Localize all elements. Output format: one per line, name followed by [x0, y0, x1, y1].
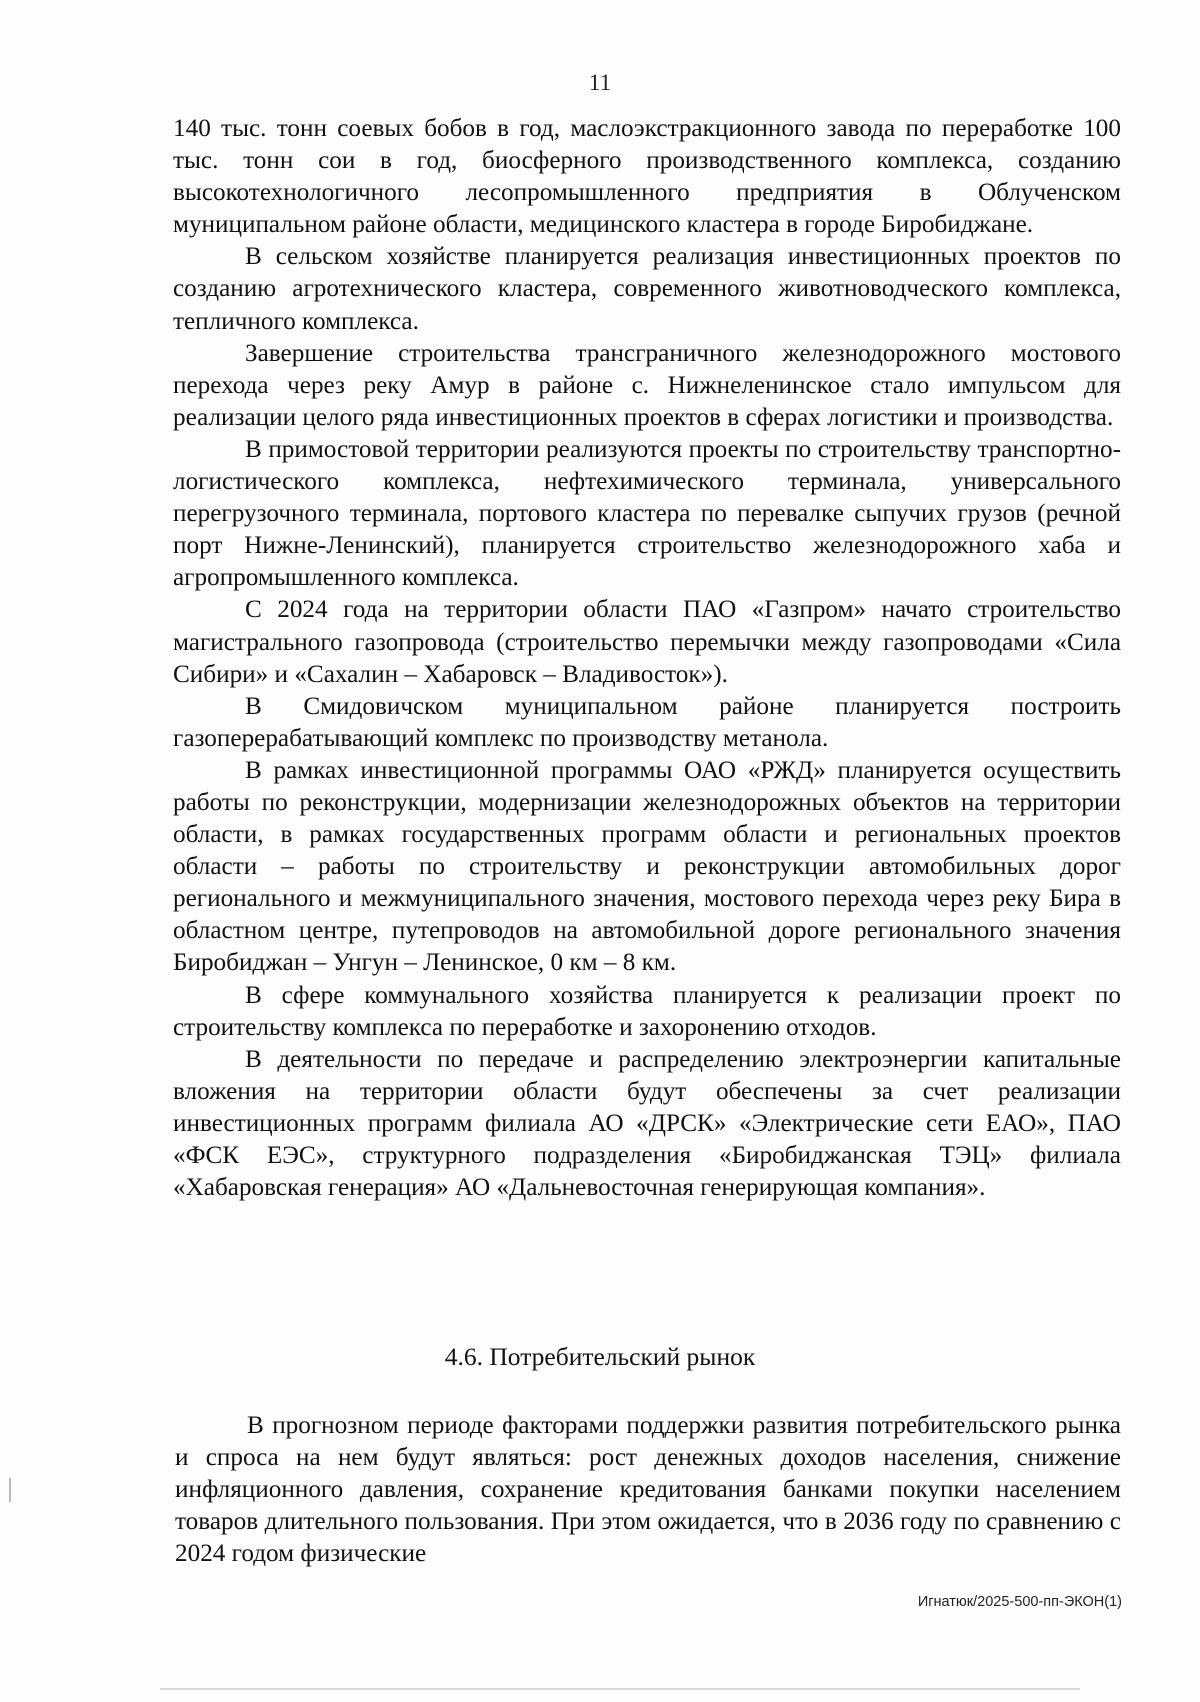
- body-text: [173, 113, 1121, 1204]
- paragraph-waste: В сфере коммунального хозяйства планируется к реализации проект по строительству комплекса по переработке и захоронению отходов.: [173, 981, 1121, 1041]
- section-heading: 4.6. Потребительский рынок: [444, 1342, 756, 1371]
- paragraph-continuation: 140 тыс. тонн соевых бобов в год, маслоэкстракционного завода по переработке 100 тыс. тонн сои в год, биосферного производственного комплекса, созданию высокотехнологичного лесопромышленного предприятия в Облученском муниципальном районе области, медицинского кластера в городе Биробиджане.: [173, 115, 1121, 239]
- section-text: [175, 1410, 1121, 1570]
- document-code: Игнатюк/2025-500-пп-ЭКОН(1): [917, 1594, 1122, 1610]
- paragraph-bridge-territory: В примостовой территории реализуются проекты по строительству транспортно-логистического комплекса, нефтехимического терминала, универсального перегрузочного терминала, портового кластера по перевалке сыпучих грузов (речной порт Нижне-Ленинский), планируется строительство железнодорожного хаба и агропромышленного комплекса.: [173, 435, 1121, 592]
- paragraph-rzd: В рамках инвестиционной программы ОАО «РЖД» планируется осуществить работы по реконструкции, модернизации железнодорожных объектов на территории области, в рамках государственных программ области и региональных проектов области – работы по строительству и реконструкции автомобильных дорог регионального и межмуниципального значения, мостового перехода через реку Бира в областном центре, путепроводов на автомобильной дороге регионального значения Биробиджан – Унгун – Ленинское, 0 км – 8 км.: [173, 756, 1121, 977]
- scan-bottom-line: [160, 1688, 1080, 1690]
- paragraph-gazprom: С 2024 года на территории области ПАО «Газпром» начато строительство магистрального газопровода (строительство перемычки между газопроводами «Сила Сибири» и «Сахалин – Хабаровск – Владивосток»).: [173, 596, 1121, 688]
- paragraph-agriculture: В сельском хозяйстве планируется реализация инвестиционных проектов по созданию агротехнического кластера, современного животноводческого комплекса, тепличного комплекса.: [173, 243, 1121, 335]
- paragraph-electricity: В деятельности по передаче и распределению электроэнергии капитальные вложения на территории области будут обеспечены за счет реализации инвестиционных программ филиала АО «ДРСК» «Электрические сети ЕАО», ПАО «ФСК ЕЭС», структурного подразделения «Биробиджанская ТЭЦ» филиала «Хабаровская генерация» АО «Дальневосточная генерирующая компания».: [173, 1045, 1121, 1202]
- paragraph-methanol: В Смидовичском муниципальном районе планируется построить газоперерабатывающий комплекс по производству метанола.: [173, 692, 1121, 752]
- paragraph-amur-bridge: Завершение строительства трансграничного железнодорожного мостового перехода через реку Амур в районе с. Нижнеленинское стало импульсом для реализации целого ряда инвестиционных проектов в сферах логистики и производства.: [173, 339, 1121, 431]
- scan-margin-mark: [9, 1478, 11, 1502]
- paragraph-consumer-market: В прогнозном периоде факторами поддержки развития потребительского рынка и спроса на нем будут являться: рост денежных доходов населения, снижение инфляционного давления, сохранение кредитования банками покупки населением товаров длительного пользования. При этом ожидается, что в 2036 году по сравнению с 2024 годом физические: [175, 1412, 1121, 1568]
- page-number: 11: [588, 70, 612, 95]
